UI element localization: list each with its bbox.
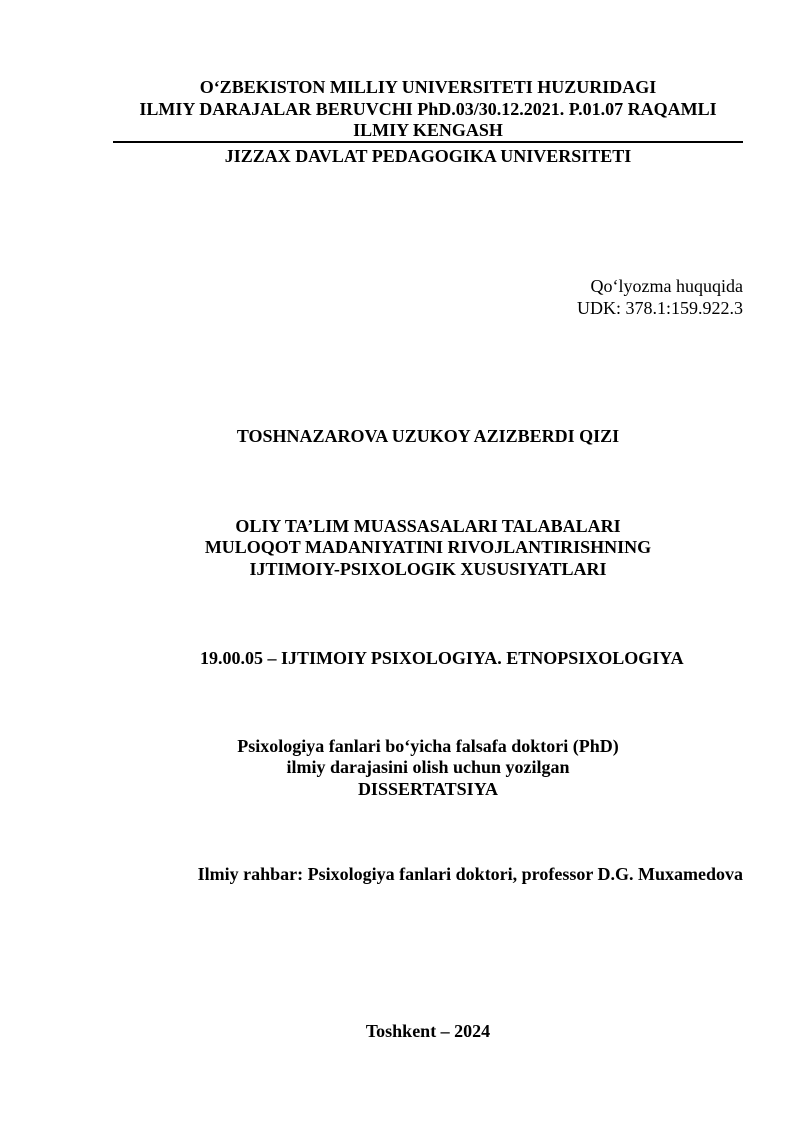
author-name: TOSHNAZAROVA UZUKOY AZIZBERDI QIZI (236, 426, 620, 446)
council-line-1: O‘ZBEKISTON MILLIY UNIVERSITETI HUZURIDAGI (199, 77, 657, 97)
place-and-year: Toshkent – 2024 (365, 1021, 491, 1041)
specialty-code: 19.00.05 – IJTIMOIY PSIXOLOGIYA. ETNOPSIXOLOGIYA (200, 648, 684, 668)
udc-code: UDK: 378.1:159.922.3 (577, 298, 743, 318)
dissertation-title-line-2: MULOQOT MADANIYATINI RIVOJLANTIRISHNING (204, 537, 652, 557)
dissertation-title-line-1: OLIY TA’LIM MUASSASALARI TALABALARI (235, 516, 621, 536)
degree-line-2: ilmiy darajasini olish uchun yozilgan (286, 757, 570, 777)
dissertation-title-line-3: IJTIMOIY-PSIXOLOGIK XUSUSIYATLARI (249, 559, 607, 579)
council-line-2: ILMIY DARAJALAR BERUVCHI PhD.03/30.12.2021. P.01.07 RAQAMLI (139, 99, 717, 119)
institution-name: JIZZAX DAVLAT PEDAGOGIKA UNIVERSITETI (224, 146, 632, 166)
scientific-supervisor: Ilmiy rahbar: Psixologiya fanlari doktori, professor D.G. Muxamedova (197, 864, 743, 884)
manuscript-rights-note: Qo‘lyozma huquqida (590, 276, 743, 296)
degree-line-1: Psixologiya fanlari bo‘yicha falsafa doktori (PhD) (237, 736, 619, 756)
degree-line-3: DISSERTATSIYA (357, 779, 499, 799)
header-divider (113, 141, 743, 143)
council-line-3: ILMIY KENGASH (353, 120, 503, 140)
